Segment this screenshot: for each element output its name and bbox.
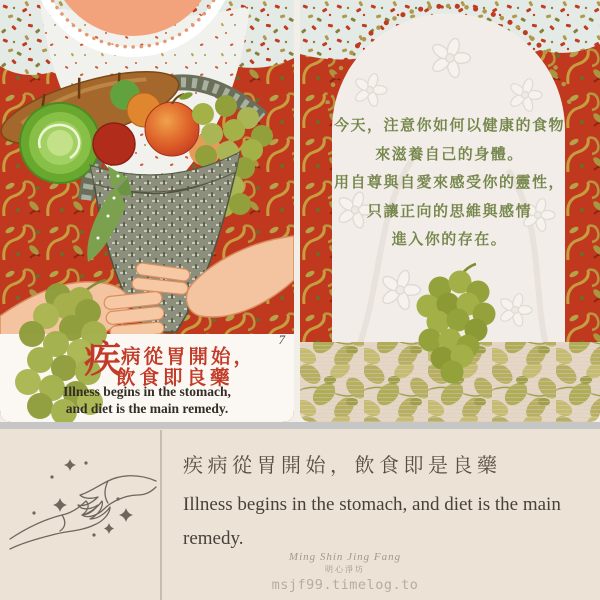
sparkle-icons (32, 459, 133, 537)
vertical-divider (160, 430, 162, 600)
watermark-url: msjf99.timelog.to (271, 577, 419, 593)
affirmation-line: 今天，注意你如何以健康的食物 (333, 118, 565, 134)
caption-cn-rest: 病從胃開始， (121, 347, 257, 368)
reaching-hands-icon (8, 443, 158, 555)
caption-en-line1: Illness begins in the stomach, (63, 384, 231, 399)
caption-cn-line2: 飲食即良藥 (116, 368, 234, 389)
affirmation-line: 只讓正向的思維與感情 (366, 203, 532, 220)
watermark-script: Ming Shin Jing Fang (288, 551, 402, 563)
caption-en-line2: and diet is the main remedy. (65, 400, 229, 416)
quote-en-line1: Illness begins in the stomach, and diet is the main (183, 494, 561, 515)
watermark (255, 551, 435, 593)
quote-en (183, 488, 593, 556)
affirmation-line: 進入你的存在。 (391, 232, 508, 248)
separator-strip (0, 422, 600, 429)
quote-text (183, 449, 593, 556)
oracle-card-back (300, 0, 600, 422)
affirmation-line: 來滋養自己的身體。 (375, 146, 524, 163)
affirmation-line: 用自尊與自愛來感受你的靈性， (333, 175, 565, 191)
arch-panel-art (300, 0, 600, 422)
quote-banner (0, 429, 600, 600)
caption-cn-big-char: 疾 (84, 340, 121, 381)
card-number: 7 (278, 332, 285, 347)
fruit-basket-illustration (0, 0, 294, 422)
quote-cn: 疾病從胃開始，飲食即是良藥 (183, 455, 502, 477)
lettuce (20, 103, 100, 183)
quote-en-line2: remedy. (183, 528, 244, 549)
oracle-card-front (0, 0, 294, 422)
watermark-studio: 明心淨坊 (325, 565, 365, 574)
